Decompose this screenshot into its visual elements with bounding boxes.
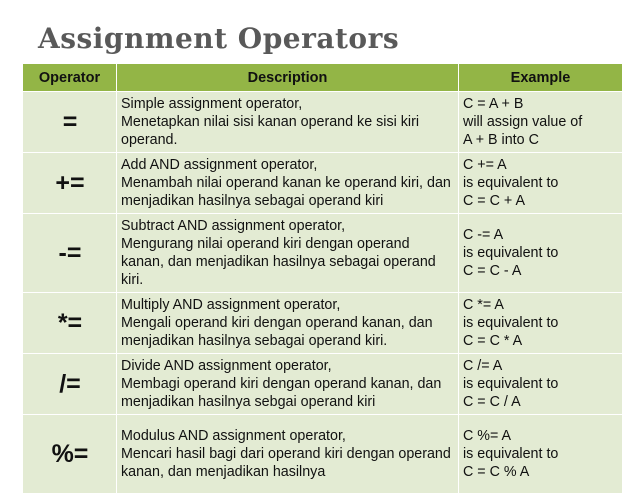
description-cell: Multiply AND assignment operator, Mengali operand kiri dengan operand kanan, dan menjadikan hasilnya sebagai operand kiri. (117, 293, 459, 354)
operator-cell: += (23, 153, 117, 214)
operator-cell: -= (23, 214, 117, 293)
header-operator: Operator (23, 64, 117, 92)
description-cell: Subtract AND assignment operator, Mengurang nilai operand kiri dengan operand kanan, dan menjadikan hasilnya sebagai operand kiri. (117, 214, 459, 293)
table-row (23, 92, 623, 153)
table-row (23, 153, 623, 214)
header-example: Example (459, 64, 623, 92)
operator-cell: *= (23, 293, 117, 354)
table-row (23, 354, 623, 415)
table-header-row (23, 64, 623, 92)
description-cell: Modulus AND assignment operator, Mencari hasil bagi dari operand kiri dengan operand kanan, dan menjadikan hasilnya (117, 415, 459, 494)
description-cell: Divide AND assignment operator, Membagi operand kiri dengan operand kanan, dan menjadikan hasilnya sebgai operand kiri (117, 354, 459, 415)
table-row (23, 214, 623, 293)
operator-cell: %= (23, 415, 117, 494)
operators-table (22, 63, 623, 494)
operator-cell: /= (23, 354, 117, 415)
example-cell: C %= A is equivalent to C = C % A (459, 415, 623, 494)
example-cell: C = A + B will assign value of A + B into C (459, 92, 623, 153)
table-row (23, 415, 623, 494)
header-description: Description (117, 64, 459, 92)
example-cell: C *= A is equivalent to C = C * A (459, 293, 623, 354)
example-cell: C += A is equivalent to C = C + A (459, 153, 623, 214)
example-cell: C /= A is equivalent to C = C / A (459, 354, 623, 415)
table-row (23, 293, 623, 354)
description-cell: Add AND assignment operator, Menambah nilai operand kanan ke operand kiri, dan menjadikan hasilnya sebagai operand kiri (117, 153, 459, 214)
slide-title: Assignment Operators (38, 22, 400, 55)
operator-cell: = (23, 92, 117, 153)
example-cell: C -= A is equivalent to C = C - A (459, 214, 623, 293)
description-cell: Simple assignment operator, Menetapkan nilai sisi kanan operand ke sisi kiri operand. (117, 92, 459, 153)
